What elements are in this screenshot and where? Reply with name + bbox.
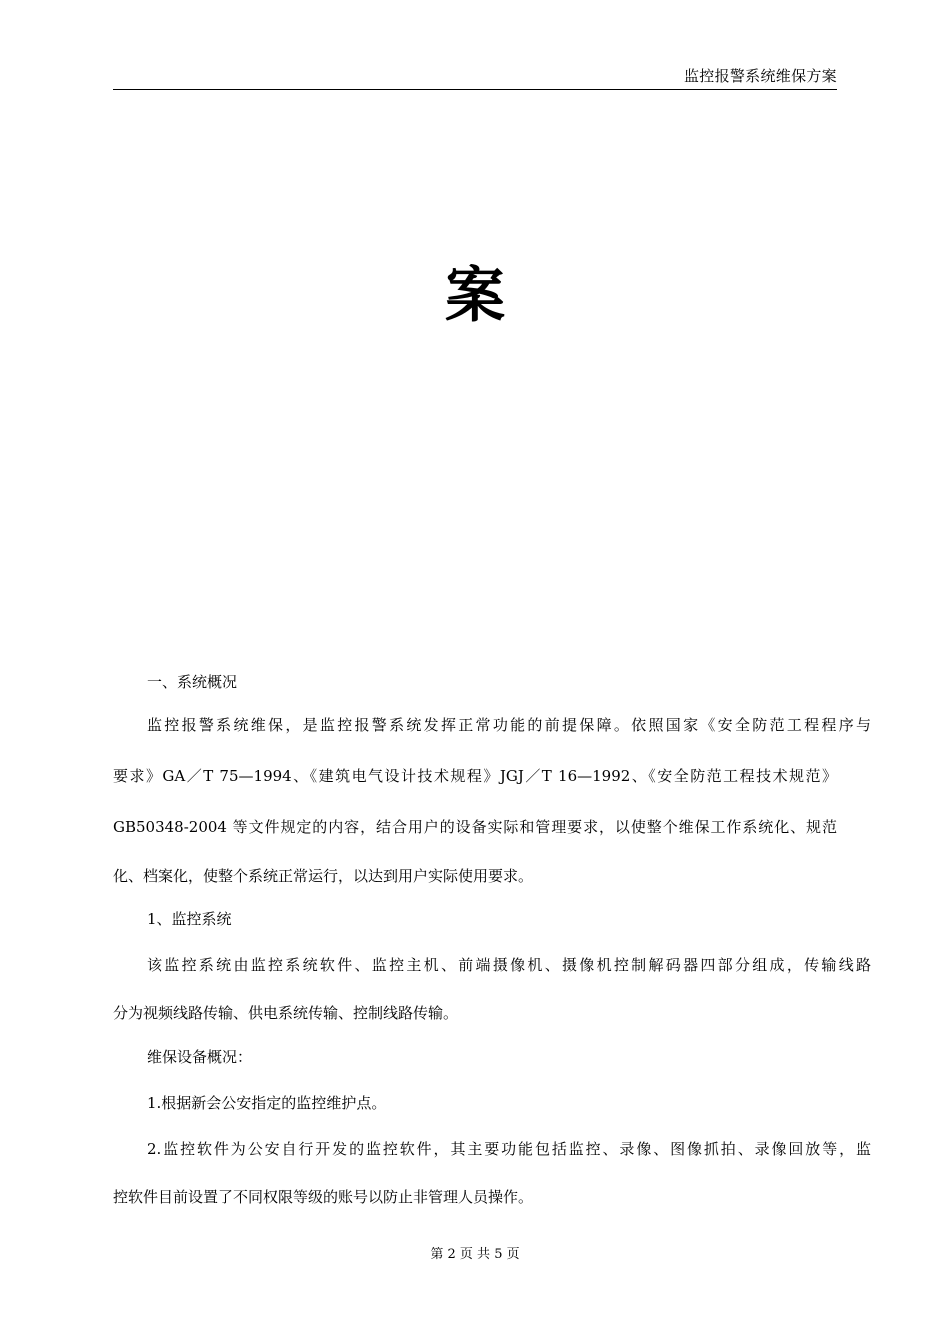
list-item: 1.根据新会公安指定的监控维护点。	[147, 1094, 387, 1112]
header-title: 监控报警系统维保方案	[683, 67, 837, 85]
paragraph-line: 化、档案化，使整个系统正常运行，以达到用户实际使用要求。	[113, 867, 534, 885]
page-footer: 第 2 页 共 5 页	[430, 1247, 520, 1262]
subsection-heading: 1、监控系统	[147, 910, 232, 928]
paragraph-line: 要求》GA／T 75—1994、《建筑电气设计技术规程》JGJ／T 16—1992、《安全防范工程技术规范》	[113, 767, 837, 785]
paragraph-line: 分为视频线路传输、供电系统传输、控制线路传输。	[113, 1004, 459, 1022]
paragraph-line: GB50348-2004 等文件规定的内容，结合用户的设备实际和管理要求，以使整个维保工作系统化、规范	[113, 818, 837, 836]
paragraph-line: 该监控系统由监控系统软件、监控主机、前端摄像机、摄像机控制解码器四部分组成，传输线路	[147, 956, 871, 974]
list-item-line: 2.监控软件为公安自行开发的监控软件，其主要功能包括监控、录像、图像抓拍、录像回放等，监	[147, 1140, 871, 1158]
list-item-line: 控软件目前设置了不同权限等级的账号以防止非管理人员操作。	[113, 1188, 534, 1206]
equipment-heading: 维保设备概况：	[147, 1048, 253, 1066]
page-header	[113, 66, 837, 90]
section-heading: 一、系统概况	[147, 673, 238, 691]
cover-title-char: 案	[445, 261, 505, 331]
paragraph-line: 监控报警系统维保，是监控报警系统发挥正常功能的前提保障。依照国家《安全防范工程程序与	[147, 716, 871, 734]
